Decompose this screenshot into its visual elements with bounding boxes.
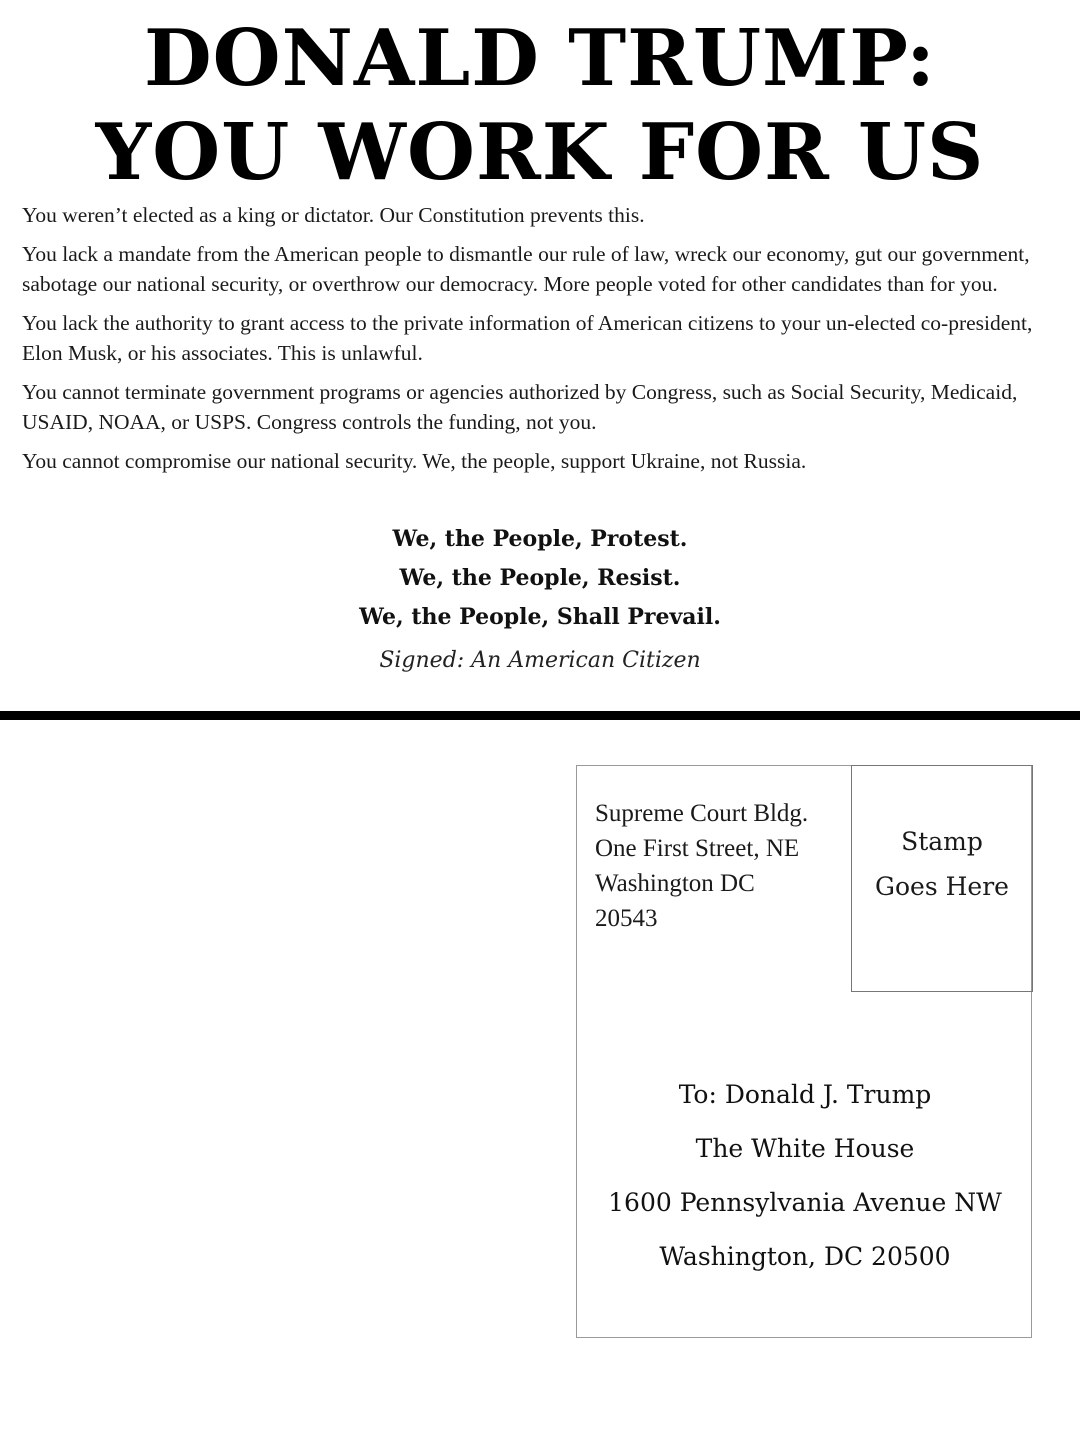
signature: Signed: An American Citizen bbox=[379, 648, 701, 673]
paragraph-mandate: You lack a mandate from the American people to dismantle our rule of law, wreck our economy, gut our government, sabotage our national security, or overthrow our democracy. More people voted for other candidates than for you. bbox=[22, 242, 1030, 296]
recipient-line-city: Washington, DC 20500 bbox=[659, 1242, 951, 1271]
recipient-address bbox=[577, 1068, 1033, 1284]
return-address-line: Washington DC bbox=[595, 870, 755, 897]
return-address-line: Supreme Court Bldg. bbox=[595, 800, 809, 827]
headline-line-1: DONALD TRUMP: bbox=[144, 13, 936, 104]
stamp-box bbox=[851, 765, 1033, 992]
stamp-label-line-2: Goes Here bbox=[875, 871, 1009, 901]
return-address-line: One First Street, NE bbox=[595, 835, 800, 862]
headline-line-2: YOU WORK FOR US bbox=[95, 107, 985, 198]
section-divider bbox=[0, 711, 1080, 720]
recipient-line-street: 1600 Pennsylvania Avenue NW bbox=[608, 1188, 1002, 1217]
slogan-protest: We, the People, Protest. bbox=[392, 526, 688, 552]
stamp-label-line-1: Stamp bbox=[901, 826, 983, 856]
paragraph-authority: You lack the authority to grant access to the private information of American citizens to your un-elected co-president, Elon Musk, or his associates. This is unlawful. bbox=[22, 311, 1033, 365]
headline bbox=[0, 12, 1080, 200]
paragraph-programs: You cannot terminate government programs or agencies authorized by Congress, such as Social Security, Medicaid, USAID, NOAA, or USPS. Congress controls the funding, not you. bbox=[22, 380, 1018, 434]
paragraph-king: You weren’t elected as a king or dictator. Our Constitution prevents this. bbox=[22, 203, 645, 227]
slogan-resist: We, the People, Resist. bbox=[399, 565, 681, 591]
recipient-line-name: To: Donald J. Trump bbox=[678, 1080, 932, 1109]
recipient-line-building: The White House bbox=[695, 1134, 915, 1163]
postcard-address-side bbox=[576, 765, 1032, 1338]
return-address bbox=[595, 796, 855, 936]
letter-body bbox=[22, 200, 1062, 485]
stamp-label bbox=[875, 819, 1009, 909]
slogans bbox=[0, 520, 1080, 637]
paragraph-security: You cannot compromise our national security. We, the people, support Ukraine, not Russia. bbox=[22, 449, 807, 473]
return-address-line: 20543 bbox=[595, 905, 658, 932]
slogan-prevail: We, the People, Shall Prevail. bbox=[359, 604, 721, 630]
